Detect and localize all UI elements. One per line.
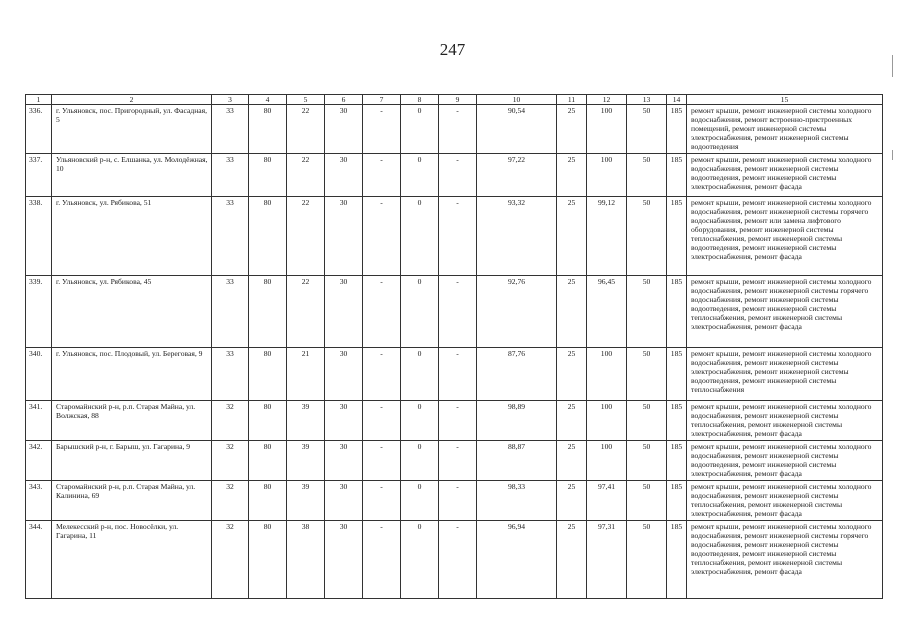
repair-works: ремонт крыши, ремонт инженерной системы холодного водоснабжения, ремонт инженерной системы теплоснабжения, ремонт инженерной системы электроснабжения, ремонт фасада bbox=[687, 400, 883, 440]
repair-register-table bbox=[25, 94, 883, 599]
cell-col-14: 185 bbox=[667, 400, 687, 440]
cell-col-14: 185 bbox=[667, 347, 687, 400]
cell-col-6: 30 bbox=[325, 347, 363, 400]
cell-col-10: 98,89 bbox=[477, 400, 557, 440]
cell-col-13: 50 bbox=[627, 347, 667, 400]
column-header: 13 bbox=[627, 95, 667, 105]
cell-col-5: 39 bbox=[287, 400, 325, 440]
cell-col-3: 33 bbox=[212, 275, 249, 347]
cell-col-6: 30 bbox=[325, 196, 363, 275]
cell-col-10: 87,76 bbox=[477, 347, 557, 400]
cell-col-13: 50 bbox=[627, 400, 667, 440]
cell-col-9: - bbox=[439, 105, 477, 154]
repair-works: ремонт крыши, ремонт инженерной системы холодного водоснабжения, ремонт инженерной системы водоотведения, ремонт инженерной системы электроснабжения, ремонт фасада bbox=[687, 440, 883, 480]
cell-col-5: 39 bbox=[287, 480, 325, 520]
repair-works: ремонт крыши, ремонт инженерной системы холодного водоснабжения, ремонт встроенно-пристроенных помещений, ремонт инженерной системы электроснабжения, ремонт инженерной системы водоотведения bbox=[687, 105, 883, 154]
cell-col-13: 50 bbox=[627, 520, 667, 598]
cell-col-12: 99,12 bbox=[587, 196, 627, 275]
cell-col-12: 100 bbox=[587, 440, 627, 480]
column-header: 10 bbox=[477, 95, 557, 105]
building-address: г. Ульяновск, пос. Плодовый, ул. Береговая, 9 bbox=[52, 347, 212, 400]
column-header: 9 bbox=[439, 95, 477, 105]
row-number: 338. bbox=[26, 196, 52, 275]
cell-col-4: 80 bbox=[249, 153, 287, 196]
cell-col-14: 185 bbox=[667, 480, 687, 520]
cell-col-9: - bbox=[439, 480, 477, 520]
cell-col-3: 33 bbox=[212, 105, 249, 154]
column-header: 1 bbox=[26, 95, 52, 105]
column-header: 5 bbox=[287, 95, 325, 105]
cell-col-11: 25 bbox=[557, 400, 587, 440]
cell-col-6: 30 bbox=[325, 440, 363, 480]
cell-col-8: 0 bbox=[401, 105, 439, 154]
building-address: Старомайнский р-н, р.п. Старая Майна, ул. Волжская, 88 bbox=[52, 400, 212, 440]
cell-col-13: 50 bbox=[627, 196, 667, 275]
cell-col-10: 88,87 bbox=[477, 440, 557, 480]
cell-col-8: 0 bbox=[401, 196, 439, 275]
row-number: 340. bbox=[26, 347, 52, 400]
cell-col-8: 0 bbox=[401, 153, 439, 196]
cell-col-12: 100 bbox=[587, 400, 627, 440]
row-number: 341. bbox=[26, 400, 52, 440]
column-header: 8 bbox=[401, 95, 439, 105]
cell-col-9: - bbox=[439, 275, 477, 347]
column-header: 14 bbox=[667, 95, 687, 105]
cell-col-7: - bbox=[363, 480, 401, 520]
cell-col-8: 0 bbox=[401, 480, 439, 520]
cell-col-9: - bbox=[439, 153, 477, 196]
column-header: 15 bbox=[687, 95, 883, 105]
repair-works: ремонт крыши, ремонт инженерной системы холодного водоснабжения, ремонт инженерной системы теплоснабжения, ремонт инженерной системы электроснабжения, ремонт фасада bbox=[687, 480, 883, 520]
cell-col-5: 21 bbox=[287, 347, 325, 400]
repair-works: ремонт крыши, ремонт инженерной системы холодного водоснабжения, ремонт инженерной системы горячего водоснабжения, ремонт или замена лифтового оборудования, ремонт инженерной системы теплоснабжения, ремонт инженерной системы водоотведения, ремонт инженерной системы электроснабжения, ремонт фасада bbox=[687, 196, 883, 275]
repair-works: ремонт крыши, ремонт инженерной системы холодного водоснабжения, ремонт инженерной системы водоотведения, ремонт инженерной системы электроснабжения, ремонт фасада bbox=[687, 153, 883, 196]
cell-col-13: 50 bbox=[627, 153, 667, 196]
cell-col-3: 32 bbox=[212, 440, 249, 480]
row-number: 337. bbox=[26, 153, 52, 196]
building-address: Мелекесский р-н, пос. Новосёлки, ул. Гагарина, 11 bbox=[52, 520, 212, 598]
cell-col-9: - bbox=[439, 440, 477, 480]
cell-col-3: 32 bbox=[212, 520, 249, 598]
cell-col-11: 25 bbox=[557, 105, 587, 154]
table-row bbox=[26, 520, 883, 598]
cell-col-4: 80 bbox=[249, 196, 287, 275]
row-number: 343. bbox=[26, 480, 52, 520]
cell-col-13: 50 bbox=[627, 480, 667, 520]
table-row bbox=[26, 275, 883, 347]
cell-col-9: - bbox=[439, 400, 477, 440]
repair-works: ремонт крыши, ремонт инженерной системы холодного водоснабжения, ремонт инженерной системы горячего водоснабжения, ремонт инженерной системы водоотведения, ремонт инженерной системы теплоснабжения, ремонт инженерной системы электроснабжения, ремонт фасада bbox=[687, 275, 883, 347]
cell-col-3: 32 bbox=[212, 400, 249, 440]
cell-col-10: 96,94 bbox=[477, 520, 557, 598]
table-row bbox=[26, 153, 883, 196]
cell-col-7: - bbox=[363, 153, 401, 196]
cell-col-11: 25 bbox=[557, 520, 587, 598]
cell-col-4: 80 bbox=[249, 275, 287, 347]
cell-col-7: - bbox=[363, 440, 401, 480]
cell-col-6: 30 bbox=[325, 153, 363, 196]
cell-col-6: 30 bbox=[325, 275, 363, 347]
repair-works: ремонт крыши, ремонт инженерной системы холодного водоснабжения, ремонт инженерной системы электроснабжения, ремонт инженерной системы водоотведения, ремонт инженерной системы теплоснабжения bbox=[687, 347, 883, 400]
cell-col-4: 80 bbox=[249, 440, 287, 480]
column-header: 6 bbox=[325, 95, 363, 105]
scan-edge-mark bbox=[892, 150, 893, 160]
cell-col-11: 25 bbox=[557, 153, 587, 196]
cell-col-13: 50 bbox=[627, 275, 667, 347]
building-address: Ульяновский р-н, с. Елшанка, ул. Молодёжная, 10 bbox=[52, 153, 212, 196]
cell-col-4: 80 bbox=[249, 347, 287, 400]
building-address: Барышский р-н, г. Барыш, ул. Гагарина, 9 bbox=[52, 440, 212, 480]
cell-col-11: 25 bbox=[557, 440, 587, 480]
table-row bbox=[26, 196, 883, 275]
cell-col-7: - bbox=[363, 400, 401, 440]
table-row bbox=[26, 440, 883, 480]
cell-col-5: 22 bbox=[287, 196, 325, 275]
row-number: 339. bbox=[26, 275, 52, 347]
scan-edge-mark bbox=[892, 55, 893, 77]
cell-col-5: 22 bbox=[287, 105, 325, 154]
row-number: 344. bbox=[26, 520, 52, 598]
cell-col-7: - bbox=[363, 520, 401, 598]
cell-col-12: 97,31 bbox=[587, 520, 627, 598]
cell-col-11: 25 bbox=[557, 275, 587, 347]
repair-works: ремонт крыши, ремонт инженерной системы холодного водоснабжения, ремонт инженерной системы горячего водоснабжения, ремонт инженерной системы водоотведения, ремонт инженерной системы теплоснабжения, ремонт инженерной системы электроснабжения, ремонт фасада bbox=[687, 520, 883, 598]
cell-col-8: 0 bbox=[401, 400, 439, 440]
cell-col-8: 0 bbox=[401, 440, 439, 480]
cell-col-4: 80 bbox=[249, 105, 287, 154]
cell-col-10: 90,54 bbox=[477, 105, 557, 154]
cell-col-6: 30 bbox=[325, 480, 363, 520]
cell-col-8: 0 bbox=[401, 275, 439, 347]
cell-col-10: 93,32 bbox=[477, 196, 557, 275]
cell-col-8: 0 bbox=[401, 347, 439, 400]
cell-col-11: 25 bbox=[557, 196, 587, 275]
cell-col-7: - bbox=[363, 275, 401, 347]
cell-col-5: 39 bbox=[287, 440, 325, 480]
cell-col-6: 30 bbox=[325, 520, 363, 598]
building-address: Старомайнский р-н, р.п. Старая Майна, ул. Калинина, 69 bbox=[52, 480, 212, 520]
table-row bbox=[26, 480, 883, 520]
cell-col-12: 100 bbox=[587, 105, 627, 154]
column-header: 4 bbox=[249, 95, 287, 105]
cell-col-11: 25 bbox=[557, 480, 587, 520]
building-address: г. Ульяновск, ул. Рябикова, 51 bbox=[52, 196, 212, 275]
cell-col-14: 185 bbox=[667, 520, 687, 598]
cell-col-14: 185 bbox=[667, 153, 687, 196]
row-number: 336. bbox=[26, 105, 52, 154]
cell-col-13: 50 bbox=[627, 105, 667, 154]
column-header: 2 bbox=[52, 95, 212, 105]
building-address: г. Ульяновск, пос. Пригородный, ул. Фасадная, 5 bbox=[52, 105, 212, 154]
page-number: 247 bbox=[439, 40, 466, 59]
building-address: г. Ульяновск, ул. Рябикова, 45 bbox=[52, 275, 212, 347]
cell-col-9: - bbox=[439, 196, 477, 275]
table-row bbox=[26, 105, 883, 154]
header-row bbox=[26, 95, 883, 105]
cell-col-7: - bbox=[363, 347, 401, 400]
row-number: 342. bbox=[26, 440, 52, 480]
cell-col-6: 30 bbox=[325, 105, 363, 154]
cell-col-10: 98,33 bbox=[477, 480, 557, 520]
cell-col-7: - bbox=[363, 105, 401, 154]
cell-col-12: 100 bbox=[587, 153, 627, 196]
cell-col-5: 22 bbox=[287, 275, 325, 347]
cell-col-4: 80 bbox=[249, 480, 287, 520]
cell-col-3: 33 bbox=[212, 153, 249, 196]
cell-col-10: 92,76 bbox=[477, 275, 557, 347]
column-header: 7 bbox=[363, 95, 401, 105]
column-header: 3 bbox=[212, 95, 249, 105]
column-header: 11 bbox=[557, 95, 587, 105]
column-header: 12 bbox=[587, 95, 627, 105]
cell-col-12: 100 bbox=[587, 347, 627, 400]
cell-col-6: 30 bbox=[325, 400, 363, 440]
cell-col-9: - bbox=[439, 520, 477, 598]
cell-col-14: 185 bbox=[667, 196, 687, 275]
cell-col-14: 185 bbox=[667, 275, 687, 347]
cell-col-4: 80 bbox=[249, 400, 287, 440]
table-row bbox=[26, 347, 883, 400]
cell-col-3: 32 bbox=[212, 480, 249, 520]
cell-col-5: 38 bbox=[287, 520, 325, 598]
table-row bbox=[26, 400, 883, 440]
cell-col-11: 25 bbox=[557, 347, 587, 400]
cell-col-3: 33 bbox=[212, 196, 249, 275]
cell-col-12: 96,45 bbox=[587, 275, 627, 347]
cell-col-3: 33 bbox=[212, 347, 249, 400]
cell-col-4: 80 bbox=[249, 520, 287, 598]
cell-col-14: 185 bbox=[667, 105, 687, 154]
cell-col-10: 97,22 bbox=[477, 153, 557, 196]
cell-col-14: 185 bbox=[667, 440, 687, 480]
cell-col-13: 50 bbox=[627, 440, 667, 480]
cell-col-12: 97,41 bbox=[587, 480, 627, 520]
cell-col-8: 0 bbox=[401, 520, 439, 598]
cell-col-5: 22 bbox=[287, 153, 325, 196]
cell-col-9: - bbox=[439, 347, 477, 400]
cell-col-7: - bbox=[363, 196, 401, 275]
